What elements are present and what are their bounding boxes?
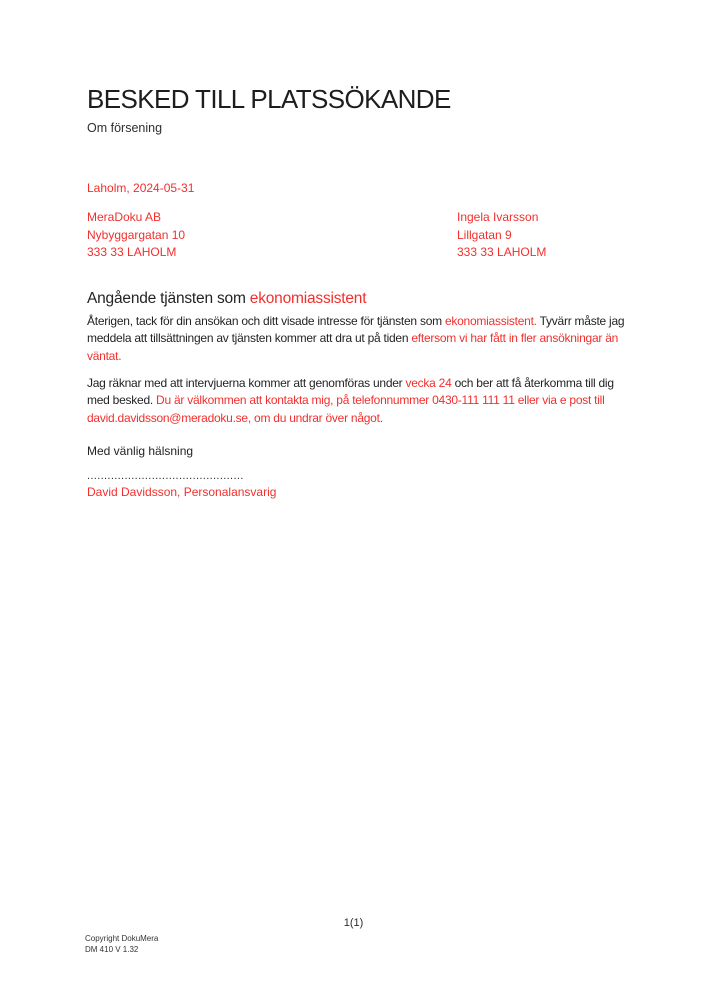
paragraph-1	[87, 313, 637, 365]
footer-copyright-block	[85, 933, 158, 955]
date-line: Laholm, 2024-05-31	[87, 181, 195, 195]
signature-name: David Davidsson, Personalansvarig	[87, 485, 277, 499]
paragraph-1-text-2: Tyvärr måste jag meddela att tillsättningen av tjänsten kommer att dra ut på tiden	[87, 314, 625, 346]
paragraph-2-text-2: och ber att få återkomma till dig med besked.	[87, 376, 614, 408]
paragraph-1-text-1: Återigen, tack för din ansökan och ditt visade intresse för tjänsten som	[87, 314, 445, 328]
document-title: BESKED TILL PLATSSÖKANDE	[87, 84, 451, 114]
recipient-street: Lillgatan 9	[457, 227, 512, 242]
recipient-address	[457, 209, 546, 262]
paragraph-2	[87, 375, 637, 427]
closing-phrase: Med vänlig hälsning	[87, 444, 194, 458]
paragraph-2-highlight-1: vecka 24	[405, 376, 452, 390]
paragraph-2-highlight-2: Du är välkommen att kontakta mig, på telefonnummer 0430-111 111 11 eller via e post till david.davidsson@meradoku.se, om du undrar över något.	[87, 393, 605, 425]
subject-heading	[87, 290, 366, 308]
paragraph-1-highlight-1: ekonomiassistent.	[444, 314, 537, 328]
recipient-name: Ingela Ivarsson	[457, 210, 539, 224]
sender-name: MeraDoku AB	[87, 210, 162, 224]
subject-heading-highlight: ekonomiassistent	[249, 290, 367, 307]
document-subtitle: Om försening	[87, 121, 163, 135]
sender-address	[87, 209, 185, 262]
paragraph-1-highlight-2: eftersom vi har fått in fler ansökningar än väntat.	[87, 331, 619, 363]
sender-postal-city: 333 33 LAHOLM	[87, 245, 177, 260]
sender-street: Nybyggargatan 10	[87, 227, 186, 242]
footer-copyright: Copyright DokuMera	[85, 934, 159, 943]
paragraph-2-text-1: Jag räknar med att intervjuerna kommer att genomföras under	[87, 376, 406, 390]
page-number: 1(1)	[343, 917, 364, 929]
signature-line: ..............................................	[87, 470, 244, 482]
subject-heading-text: Angående tjänsten som	[87, 290, 250, 307]
footer-doc-id: DM 410 V 1.32	[85, 945, 139, 954]
recipient-postal-city: 333 33 LAHOLM	[457, 245, 547, 260]
